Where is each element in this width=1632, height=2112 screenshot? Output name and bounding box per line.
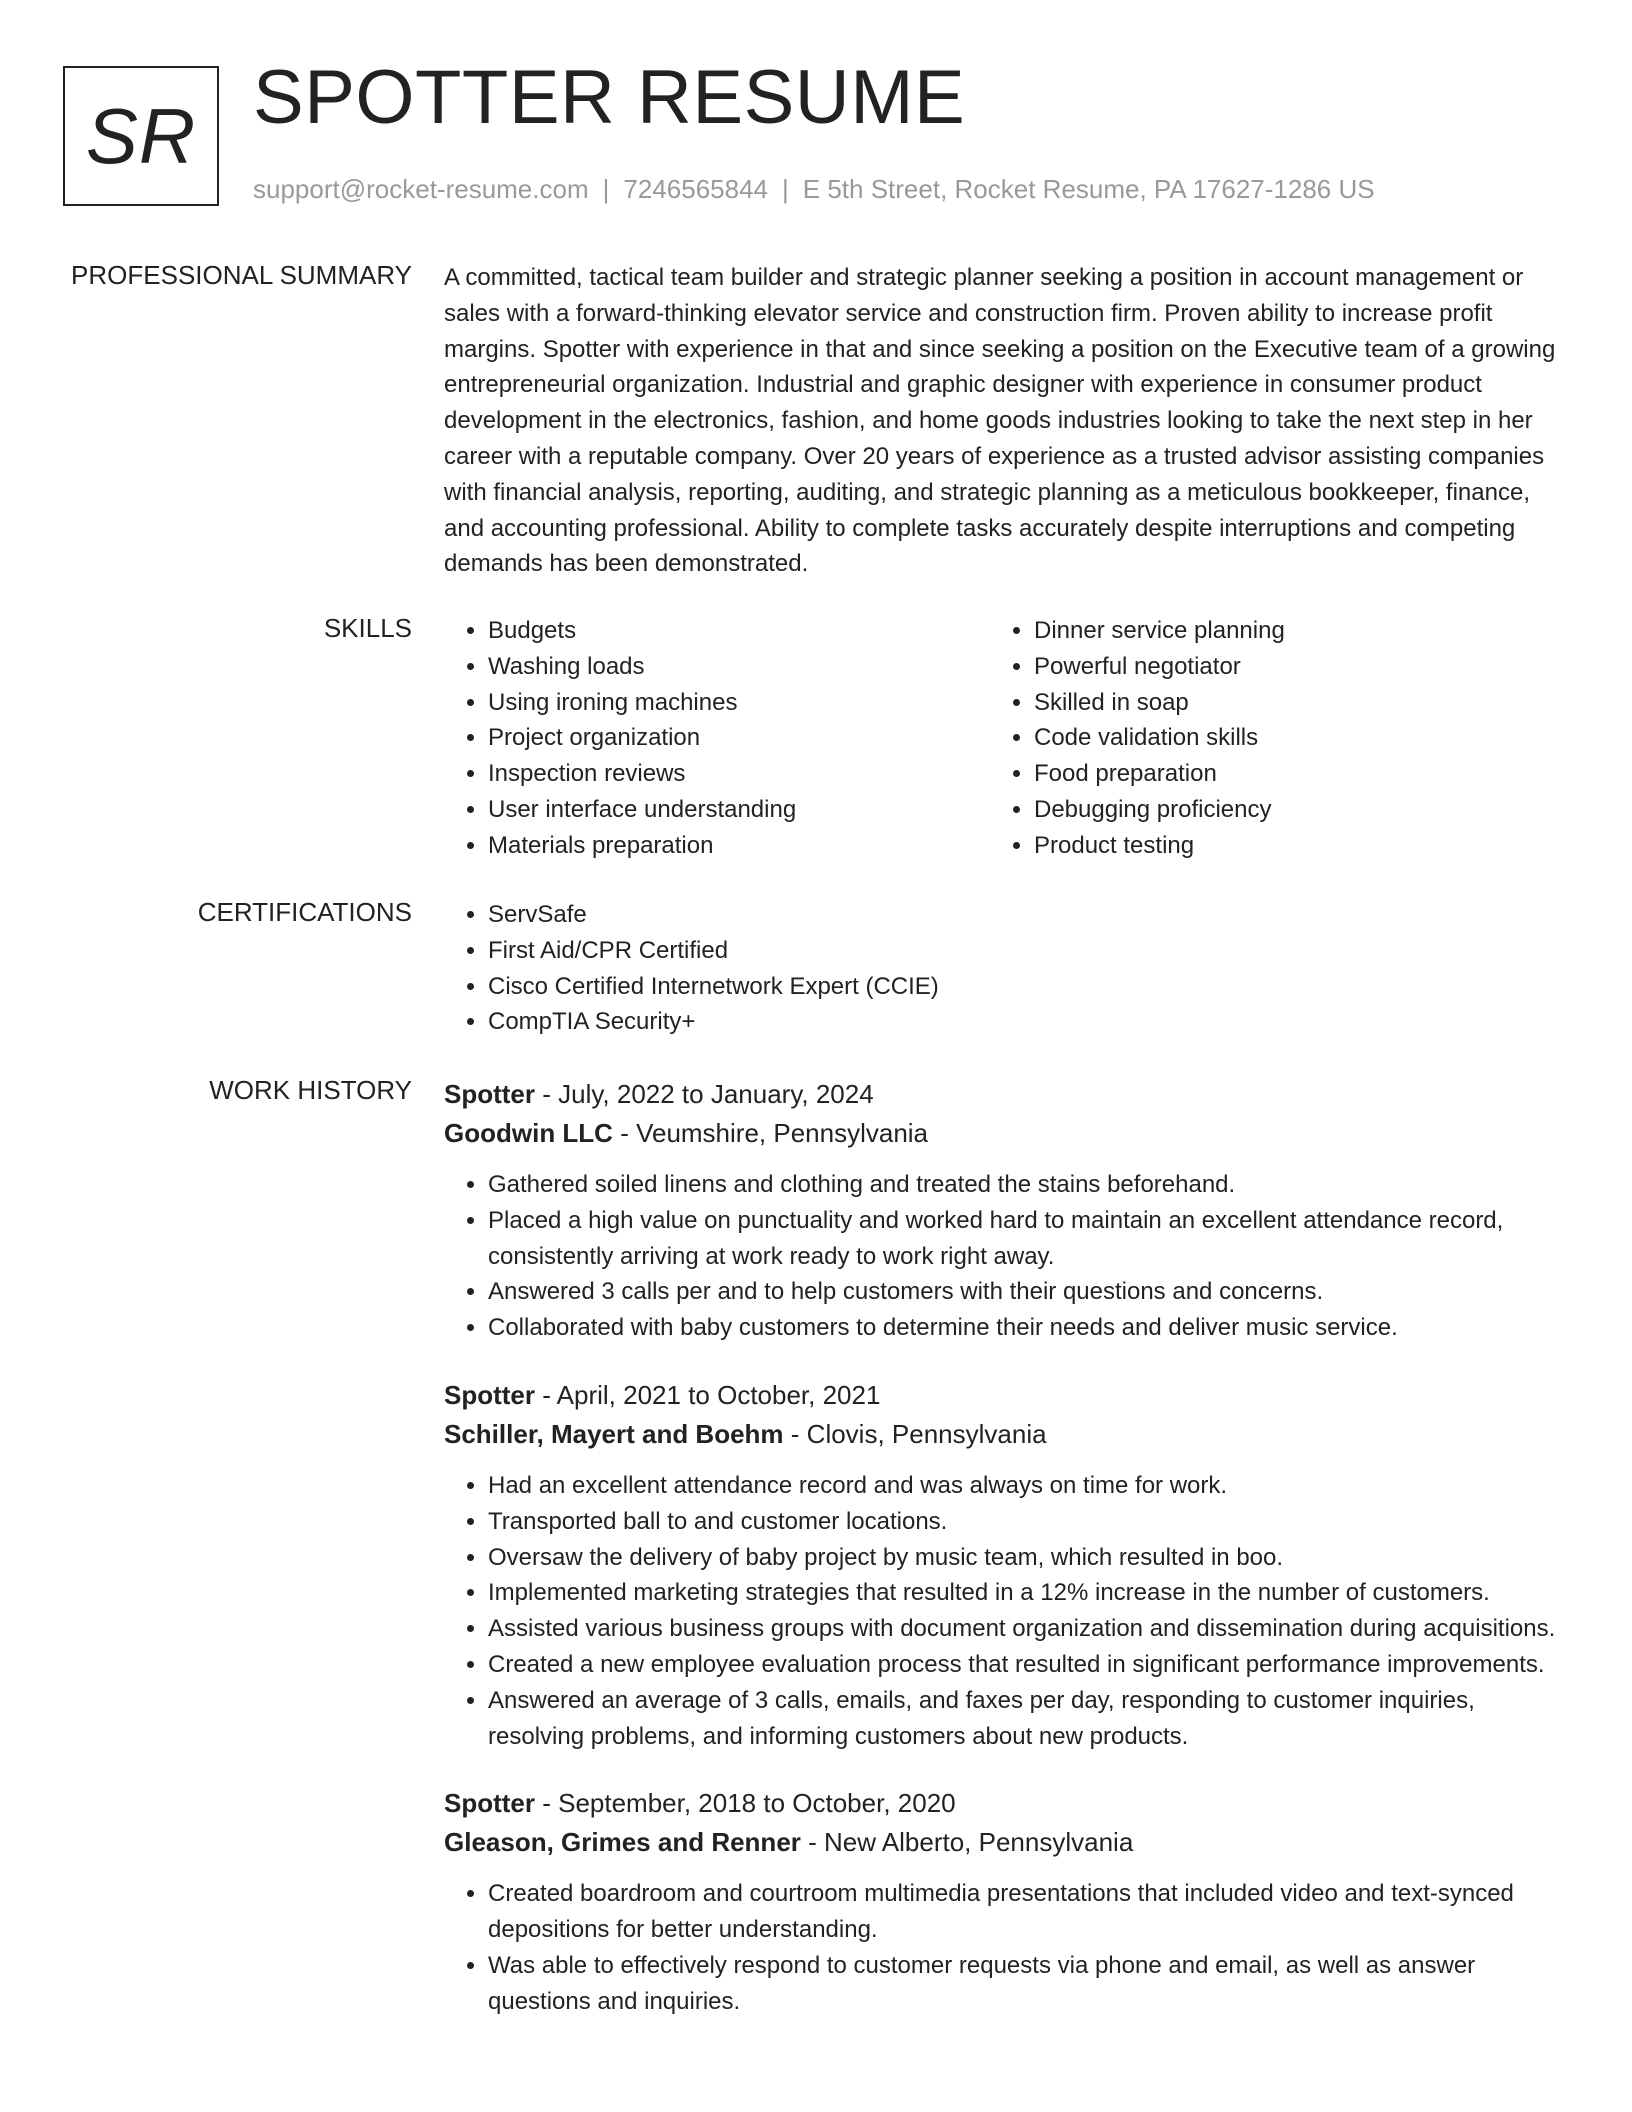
job-company-line xyxy=(444,1415,1556,1454)
skill-item: • Powerful negotiator xyxy=(1034,649,1536,685)
job-dates: - April, 2021 to October, 2021 xyxy=(535,1379,881,1410)
contact-line xyxy=(253,174,1375,205)
job-location: - Veumshire, Pennsylvania xyxy=(612,1118,929,1148)
job-duty-item: • Had an excellent attendance record and was always on time for work. xyxy=(488,1468,1556,1504)
certification-item: • CompTIA Security+ xyxy=(488,1004,1556,1040)
skill-item: • Project organization xyxy=(488,720,990,756)
skill-item: • Skilled in soap xyxy=(1034,685,1536,721)
job-dates: - September, 2018 to October, 2020 xyxy=(535,1788,956,1819)
job-duty-item: • Created a new employee evaluation process that resulted in significant performance improvements. xyxy=(488,1647,1556,1683)
job-duty-item: • Was able to effectively respond to customer requests via phone and email, as well as answer questions and inquiries. xyxy=(488,1948,1556,2020)
skill-item: • Using ironing machines xyxy=(488,685,990,721)
job-company: Gleason, Grimes and Renner xyxy=(444,1827,801,1858)
contact-phone[interactable]: 7246565844 xyxy=(623,174,768,204)
job-company: Schiller, Mayert and Boehm xyxy=(444,1418,784,1449)
job-location: - Clovis, Pennsylvania xyxy=(783,1418,1047,1449)
work-heading: WORK HISTORY xyxy=(209,1075,412,1105)
job-duty-item: • Answered an average of 3 calls, emails, and faxes per day, responding to customer inquiries, resolving problems, and informing customers about new products. xyxy=(488,1683,1556,1755)
skills-list-right xyxy=(990,613,1536,864)
job-duty-item: • Assisted various business groups with document organization and dissemination during acquisitions. xyxy=(488,1611,1556,1647)
summary-heading: PROFESSIONAL SUMMARY xyxy=(71,260,412,290)
job-duty-item: • Transported ball to and customer locations. xyxy=(488,1504,1556,1540)
skill-item: • Food preparation xyxy=(1034,756,1536,792)
resume-name: SPOTTER RESUME xyxy=(253,55,966,140)
skill-item: • Inspection reviews xyxy=(488,756,990,792)
job-location: - New Alberto, Pennsylvania xyxy=(800,1827,1134,1858)
skill-item: • Code validation skills xyxy=(1034,720,1536,756)
job-entry xyxy=(444,1075,1556,1346)
job-company: Goodwin LLC xyxy=(444,1118,613,1148)
job-duty-item: • Oversaw the delivery of baby project by music team, which resulted in boo. xyxy=(488,1540,1556,1576)
summary-body xyxy=(444,260,1556,582)
contact-separator: | xyxy=(602,174,610,204)
certification-item: • ServSafe xyxy=(488,897,1556,933)
monogram-text: SR xyxy=(85,91,197,180)
work-body xyxy=(444,1075,1556,2050)
job-title: Spotter xyxy=(444,1788,535,1819)
job-title-line xyxy=(444,1784,1556,1823)
monogram-logo xyxy=(63,66,219,206)
skill-item: • Product testing xyxy=(1034,828,1536,864)
summary-text: A committed, tactical team builder and strategic planner seeking a position in account management or sales with a forward-thinking elevator service and construction firm. Proven ability to increase profit margins. Spotter with experience in that and since seeking a position on the Executive team of a growing entrepreneurial organization. Industrial and graphic designer with experience in consumer product development in the electronics, fashion, and home goods industries looking to take the next step in her career with a reputable company. Over 20 years of experience as a trusted advisor assisting companies with financial analysis, reporting, auditing, and strategic planning as a meticulous bookkeeper, finance, and accounting professional. Ability to complete tasks accurately despite interruptions and competing demands has been demonstrated. xyxy=(444,264,1556,578)
job-duty-item: • Created boardroom and courtroom multimedia presentations that included video and text-synced depositions for better understanding. xyxy=(488,1876,1556,1948)
certification-item: • First Aid/CPR Certified xyxy=(488,933,1556,969)
job-title: Spotter xyxy=(444,1379,535,1410)
contact-separator: | xyxy=(782,174,789,204)
skill-item: • Budgets xyxy=(488,613,990,649)
certification-item: • Cisco Certified Internetwork Expert (CCIE) xyxy=(488,969,1556,1005)
skills-list-left xyxy=(444,613,990,864)
skill-item: • User interface understanding xyxy=(488,792,990,828)
job-duties-list xyxy=(444,1876,1556,2019)
skills-heading: SKILLS xyxy=(323,613,412,643)
skill-item: • Debugging proficiency xyxy=(1034,792,1536,828)
job-duty-item: • Gathered soiled linens and clothing and treated the stains beforehand. xyxy=(488,1167,1556,1203)
job-title-line xyxy=(444,1075,1556,1114)
job-company-line xyxy=(444,1823,1556,1862)
job-duties-list xyxy=(444,1468,1556,1754)
job-title: Spotter xyxy=(444,1079,535,1109)
certifications-list xyxy=(444,897,1556,1040)
job-dates: - July, 2022 to January, 2024 xyxy=(535,1079,874,1109)
job-entry xyxy=(444,1784,1556,2019)
contact-email[interactable]: support@rocket-resume.com xyxy=(253,174,589,204)
job-company-line xyxy=(444,1114,1556,1153)
job-duty-item: • Collaborated with baby customers to determine their needs and deliver music service. xyxy=(488,1310,1556,1346)
job-duty-item: • Implemented marketing strategies that resulted in a 12% increase in the number of customers. xyxy=(488,1575,1556,1611)
job-duties-list xyxy=(444,1167,1556,1346)
job-duty-item: • Answered 3 calls per and to help customers with their questions and concerns. xyxy=(488,1274,1556,1310)
skills-body xyxy=(444,613,1556,864)
skill-item: • Dinner service planning xyxy=(1034,613,1536,649)
certifications-body xyxy=(444,897,1556,1040)
contact-address: E 5th Street, Rocket Resume, PA 17627-1286 US xyxy=(802,174,1375,204)
job-entry xyxy=(444,1376,1556,1754)
skill-item: • Washing loads xyxy=(488,649,990,685)
job-duty-item: • Placed a high value on punctuality and worked hard to maintain an excellent attendance record, consistently arriving at work ready to work right away. xyxy=(488,1203,1556,1275)
job-title-line xyxy=(444,1376,1556,1415)
skill-item: • Materials preparation xyxy=(488,828,990,864)
certifications-heading: CERTIFICATIONS xyxy=(197,897,412,927)
